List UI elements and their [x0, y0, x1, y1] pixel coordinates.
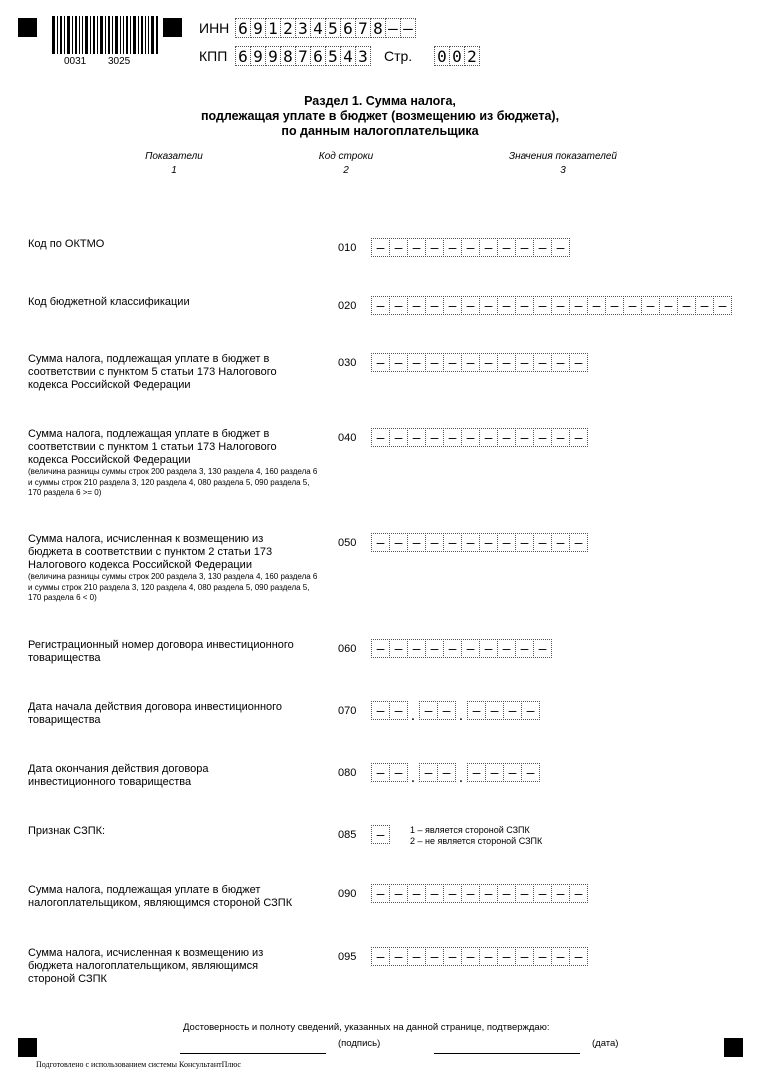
value-cell[interactable]: – [389, 353, 408, 372]
value-cell[interactable]: – [521, 701, 540, 720]
column-head-indicators: Показатели 1 [145, 151, 203, 176]
value-cell[interactable]: – [425, 884, 444, 903]
value-cell[interactable]: – [533, 533, 552, 552]
value-cell[interactable]: – [443, 238, 462, 257]
value-cell[interactable]: – [569, 353, 588, 372]
value-cell[interactable]: – [587, 296, 606, 315]
kpp-digit-cell: 6 [310, 46, 326, 66]
inn-digit-cell: – [385, 18, 401, 38]
value-cell[interactable]: – [407, 947, 426, 966]
value-cell[interactable]: – [641, 296, 660, 315]
row-070-label: Дата начала действия договора инвестиционного товарищества [28, 701, 283, 726]
value-cell[interactable]: – [515, 296, 534, 315]
value-cell[interactable]: – [569, 884, 588, 903]
value-cell[interactable]: – [515, 428, 534, 447]
value-cell[interactable]: – [425, 947, 444, 966]
value-cell[interactable]: – [425, 353, 444, 372]
value-cell[interactable]: – [503, 763, 522, 782]
value-cell[interactable]: – [485, 701, 504, 720]
date-separator: . [410, 769, 416, 786]
value-cell[interactable]: – [515, 947, 534, 966]
corner-marker-bottom-left [18, 1038, 37, 1057]
value-cell[interactable]: – [461, 884, 480, 903]
inn-cells [235, 18, 415, 38]
value-cell[interactable]: – [533, 639, 552, 658]
value-cell[interactable]: – [389, 884, 408, 903]
value-cell[interactable]: – [497, 533, 516, 552]
value-cell[interactable]: – [407, 428, 426, 447]
inn-digit-cell: 9 [250, 18, 266, 38]
value-cell[interactable]: – [479, 296, 498, 315]
kpp-cells [235, 46, 370, 66]
value-cell[interactable]: – [479, 238, 498, 257]
value-cell[interactable]: – [467, 701, 486, 720]
value-cell[interactable]: – [497, 639, 516, 658]
credit-text: Подготовлено с использованием системы КонсультантПлюс [36, 1060, 241, 1069]
title-line-3: по данным налогоплательщика [281, 124, 479, 138]
value-cell[interactable]: – [371, 639, 390, 658]
value-cell[interactable]: – [419, 701, 438, 720]
value-cell[interactable]: – [425, 428, 444, 447]
row-040-value-cells[interactable] [371, 428, 587, 447]
kpp-digit-cell: 4 [340, 46, 356, 66]
row-030-value-cells[interactable] [371, 353, 587, 372]
row-090-label: Сумма налога, подлежащая уплате в бюджет налогоплательщиком, являющимся стороной СЗПК [28, 884, 293, 909]
value-cell[interactable]: – [425, 296, 444, 315]
row-040-label: Сумма налога, подлежащая уплате в бюджет в соответствии с пунктом 1 статьи 173 Налогового кодекса Российской Федерации (величина разницы суммы строк 200 раздела 3, 130 раздела 4, 160 раздела 6 и суммы строк 210 раздела 3, 120 раздела 4, 080 раздела 5, 090 раздела 5, 170 раздела 6 >= 0) [28, 428, 318, 497]
value-cell[interactable]: – [497, 428, 516, 447]
row-040-code: 040 [338, 432, 357, 444]
value-cell[interactable]: – [515, 238, 534, 257]
value-cell[interactable]: – [407, 639, 426, 658]
value-cell[interactable]: – [533, 296, 552, 315]
signature-caption: (подпись) [338, 1038, 381, 1049]
date-separator: . [458, 769, 464, 786]
title-line-1: Раздел 1. Сумма налога, [304, 94, 456, 108]
value-cell[interactable]: – [461, 296, 480, 315]
value-cell[interactable]: – [551, 238, 570, 257]
row-060-label: Регистрационный номер договора инвестиционного товарищества [28, 639, 294, 664]
page-digit-cell: 0 [449, 46, 465, 66]
value-cell[interactable]: – [521, 763, 540, 782]
value-cell[interactable]: – [461, 533, 480, 552]
value-cell[interactable]: – [443, 296, 462, 315]
row-090-code: 090 [338, 888, 357, 900]
date-separator: . [458, 707, 464, 724]
value-cell[interactable]: – [371, 238, 390, 257]
value-cell[interactable]: – [605, 296, 624, 315]
row-020-value-cells[interactable] [371, 296, 731, 315]
value-cell[interactable]: – [479, 639, 498, 658]
value-cell[interactable]: – [497, 296, 516, 315]
value-cell[interactable]: – [461, 353, 480, 372]
value-cell[interactable]: – [371, 763, 390, 782]
value-cell[interactable]: – [461, 639, 480, 658]
value-cell[interactable]: – [425, 639, 444, 658]
value-cell[interactable]: – [551, 947, 570, 966]
value-cell[interactable]: – [479, 947, 498, 966]
date-separator: . [410, 707, 416, 724]
row-095-code: 095 [338, 951, 357, 963]
barcode-graphic [52, 16, 158, 54]
inn-digit-cell: 1 [265, 18, 281, 38]
row-020-label: Код бюджетной классификации [28, 296, 190, 308]
value-cell[interactable]: – [371, 428, 390, 447]
row-070-date-cells[interactable] [371, 701, 539, 724]
date-line[interactable] [434, 1053, 580, 1054]
value-cell[interactable]: – [533, 353, 552, 372]
value-cell[interactable]: – [425, 238, 444, 257]
szpk-hint [410, 825, 542, 847]
value-cell[interactable]: – [461, 428, 480, 447]
date-caption: (дата) [592, 1038, 619, 1049]
value-cell[interactable]: – [443, 428, 462, 447]
row-050-label: Сумма налога, исчисленная к возмещению из бюджета в соответствии с пунктом 2 статьи 173 Налогового кодекса Российской Федерации (величина разницы суммы строк 200 раздела 3, 130 раздела 4, 160 раздела 6 и суммы строк 210 раздела 3, 120 раздела 4, 080 раздела 5, 090 раздела 5, 170 раздела 6 < 0) [28, 533, 318, 602]
inn-digit-cell: – [400, 18, 416, 38]
value-cell[interactable]: – [515, 639, 534, 658]
row-095-value-cells[interactable] [371, 947, 587, 966]
page-label: Стр. [384, 48, 413, 64]
value-cell[interactable]: – [551, 533, 570, 552]
inn-digit-cell: 7 [355, 18, 371, 38]
page-digit-cell: 2 [464, 46, 480, 66]
kpp-digit-cell: 8 [280, 46, 296, 66]
value-cell[interactable]: – [497, 238, 516, 257]
row-020-code: 020 [338, 300, 357, 312]
value-cell[interactable]: – [389, 947, 408, 966]
value-cell[interactable]: – [569, 296, 588, 315]
value-cell[interactable]: – [461, 238, 480, 257]
row-080-code: 080 [338, 767, 357, 779]
row-030-label: Сумма налога, подлежащая уплате в бюджет в соответствии с пунктом 5 статьи 173 Налогового кодекса Российской Федерации [28, 353, 277, 391]
row-080-label: Дата окончания действия договора инвестиционного товарищества [28, 763, 209, 788]
page-number-cells [434, 46, 479, 66]
kpp-digit-cell: 9 [265, 46, 281, 66]
value-cell[interactable]: – [407, 353, 426, 372]
value-cell[interactable]: – [623, 296, 642, 315]
kpp-label: КПП [199, 48, 228, 64]
value-cell[interactable]: – [443, 639, 462, 658]
value-cell[interactable]: – [485, 763, 504, 782]
row-070-code: 070 [338, 705, 357, 717]
value-cell[interactable]: – [515, 533, 534, 552]
value-cell[interactable]: – [497, 884, 516, 903]
signature-line[interactable] [180, 1053, 326, 1054]
inn-digit-cell: 5 [325, 18, 341, 38]
value-cell[interactable]: – [389, 763, 408, 782]
section-title [160, 94, 600, 139]
value-cell[interactable]: – [551, 428, 570, 447]
value-cell[interactable]: – [371, 947, 390, 966]
value-cell[interactable]: – [569, 947, 588, 966]
value-cell[interactable]: – [407, 533, 426, 552]
row-010-label: Код по ОКТМО [28, 238, 105, 250]
value-cell[interactable]: – [497, 947, 516, 966]
kpp-digit-cell: 6 [235, 46, 251, 66]
inn-label: ИНН [199, 20, 230, 36]
value-cell[interactable]: – [389, 701, 408, 720]
value-cell[interactable]: – [371, 701, 390, 720]
value-cell[interactable]: – [371, 884, 390, 903]
value-cell[interactable]: – [389, 428, 408, 447]
corner-marker-bottom-right [724, 1038, 743, 1057]
corner-marker-top-right [163, 18, 182, 37]
row-050-value-cells[interactable] [371, 533, 587, 552]
value-cell[interactable]: – [515, 884, 534, 903]
kpp-digit-cell: 5 [325, 46, 341, 66]
inn-digit-cell: 6 [340, 18, 356, 38]
row-085-value-cell[interactable] [371, 825, 389, 844]
value-cell[interactable]: – [437, 701, 456, 720]
value-cell[interactable]: – [569, 428, 588, 447]
value-cell[interactable]: – [443, 533, 462, 552]
value-cell[interactable]: – [389, 639, 408, 658]
value-cell[interactable]: – [443, 947, 462, 966]
value-cell[interactable]: – [479, 353, 498, 372]
inn-digit-cell: 4 [310, 18, 326, 38]
row-010-code: 010 [338, 242, 357, 254]
value-cell[interactable]: – [503, 701, 522, 720]
value-cell[interactable]: – [371, 533, 390, 552]
value-cell[interactable]: – [407, 884, 426, 903]
inn-digit-cell: 8 [370, 18, 386, 38]
row-010-value-cells[interactable] [371, 238, 569, 257]
value-cell[interactable]: – [437, 763, 456, 782]
column-head-line-code: Код строки 2 [318, 151, 374, 176]
column-head-values: Значения показателей 3 [508, 151, 617, 176]
value-cell[interactable]: – [371, 296, 390, 315]
value-cell[interactable]: – [479, 533, 498, 552]
row-030-code: 030 [338, 357, 357, 369]
row-050-code: 050 [338, 537, 357, 549]
row-080-date-cells[interactable] [371, 763, 539, 786]
value-cell[interactable]: – [533, 947, 552, 966]
row-090-value-cells[interactable] [371, 884, 587, 903]
row-085-label: Признак СЗПК: [28, 825, 106, 837]
row-060-value-cells[interactable] [371, 639, 551, 658]
corner-marker-top-left [18, 18, 37, 37]
value-cell[interactable]: – [551, 353, 570, 372]
value-cell[interactable]: – [479, 884, 498, 903]
value-cell[interactable]: – [425, 533, 444, 552]
value-cell[interactable]: – [443, 353, 462, 372]
value-cell[interactable]: – [371, 825, 390, 844]
row-095-label: Сумма налога, исчисленная к возмещению из бюджета налогоплательщиком, являющимся стороной СЗПК [28, 947, 264, 985]
row-085-code: 085 [338, 829, 357, 841]
value-cell[interactable]: – [407, 296, 426, 315]
value-cell[interactable]: – [533, 884, 552, 903]
value-cell[interactable]: – [533, 238, 552, 257]
kpp-digit-cell: 9 [250, 46, 266, 66]
value-cell[interactable]: – [389, 238, 408, 257]
szpk-hint-line-1: 1 – является стороной СЗПК [410, 825, 530, 835]
inn-digit-cell: 2 [280, 18, 296, 38]
value-cell[interactable]: – [497, 353, 516, 372]
value-cell[interactable]: – [389, 533, 408, 552]
inn-digit-cell: 3 [295, 18, 311, 38]
page-digit-cell: 0 [434, 46, 450, 66]
value-cell[interactable]: – [407, 238, 426, 257]
value-cell[interactable]: – [371, 353, 390, 372]
value-cell[interactable]: – [677, 296, 696, 315]
inn-digit-cell: 6 [235, 18, 251, 38]
value-cell[interactable]: – [515, 353, 534, 372]
barcode-number-right: 3025 [108, 56, 131, 67]
value-cell[interactable]: – [419, 763, 438, 782]
kpp-digit-cell: 7 [295, 46, 311, 66]
row-060-code: 060 [338, 643, 357, 655]
value-cell[interactable]: – [467, 763, 486, 782]
barcode-number-left: 0031 [64, 56, 87, 67]
value-cell[interactable]: – [551, 296, 570, 315]
value-cell[interactable]: – [551, 884, 570, 903]
value-cell[interactable]: – [533, 428, 552, 447]
title-line-2: подлежащая уплате в бюджет (возмещению из бюджета), [200, 109, 560, 123]
confirmation-text: Достоверность и полноту сведений, указанных на данной странице, подтверждаю: [183, 1022, 550, 1033]
value-cell[interactable]: – [695, 296, 714, 315]
value-cell[interactable]: – [389, 296, 408, 315]
value-cell[interactable]: – [443, 884, 462, 903]
kpp-digit-cell: 3 [355, 46, 371, 66]
value-cell[interactable]: – [569, 533, 588, 552]
value-cell[interactable]: – [713, 296, 732, 315]
value-cell[interactable]: – [659, 296, 678, 315]
value-cell[interactable]: – [461, 947, 480, 966]
value-cell[interactable]: – [479, 428, 498, 447]
szpk-hint-line-2: 2 – не является стороной СЗПК [410, 836, 543, 846]
